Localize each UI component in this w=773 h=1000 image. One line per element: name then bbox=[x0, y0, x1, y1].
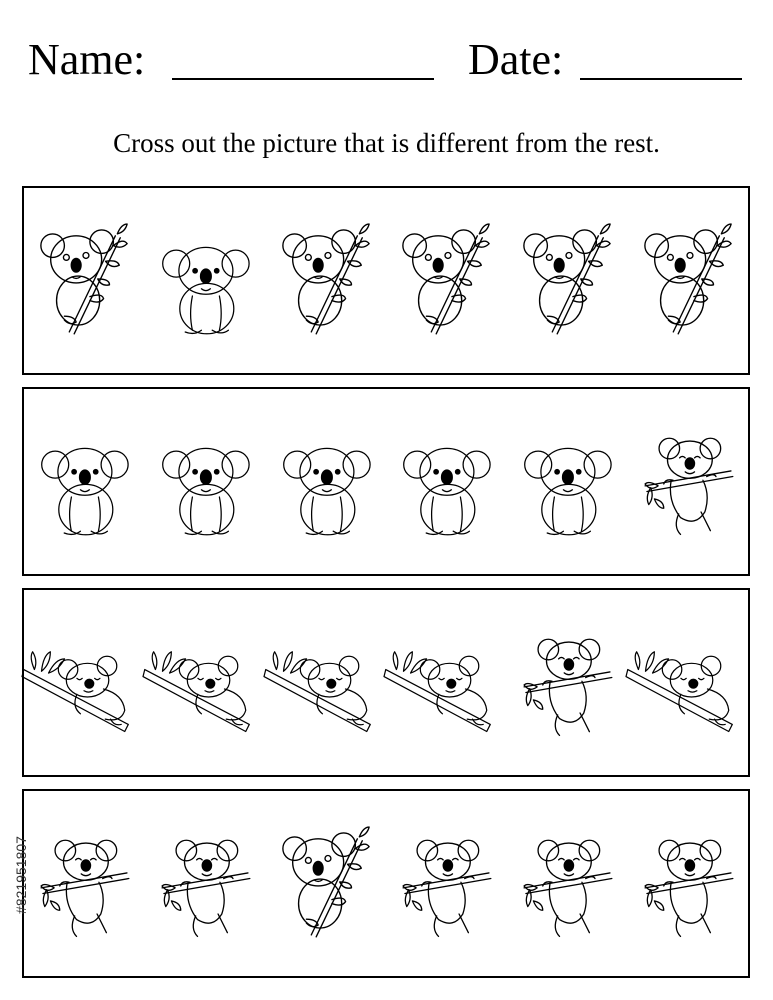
puzzle-row-3 bbox=[22, 588, 750, 777]
name-line bbox=[172, 78, 434, 80]
instruction-text: Cross out the picture that is different from the rest. bbox=[113, 128, 660, 158]
puzzle-row-4 bbox=[22, 789, 750, 978]
worksheet-header bbox=[28, 30, 758, 90]
koala-hanging-icon[interactable] bbox=[517, 629, 617, 741]
koala-branch-icon[interactable] bbox=[277, 819, 375, 941]
koala-branch-icon[interactable] bbox=[518, 216, 616, 338]
koala-sitting-icon[interactable] bbox=[280, 434, 372, 542]
koala-sitting-icon[interactable] bbox=[38, 434, 130, 542]
koala-hanging-icon[interactable] bbox=[517, 830, 617, 942]
stock-id-text: #821951807 bbox=[13, 835, 29, 914]
stock-id-watermark bbox=[8, 767, 34, 982]
koala-sleeping-icon[interactable] bbox=[143, 643, 267, 735]
koala-sleeping-icon[interactable] bbox=[626, 643, 750, 735]
koala-sitting-icon[interactable] bbox=[159, 233, 251, 341]
koala-sitting-icon[interactable] bbox=[521, 434, 613, 542]
koala-hanging-icon[interactable] bbox=[638, 428, 738, 540]
koala-sitting-icon[interactable] bbox=[400, 434, 492, 542]
date-line bbox=[580, 78, 742, 80]
puzzle-row-2 bbox=[22, 387, 750, 576]
puzzle-row-1 bbox=[22, 186, 750, 375]
koala-sleeping-icon[interactable] bbox=[264, 643, 388, 735]
koala-sitting-icon[interactable] bbox=[159, 434, 251, 542]
koala-sleeping-icon[interactable] bbox=[22, 643, 146, 735]
name-label: Name: bbox=[28, 35, 146, 84]
koala-hanging-icon[interactable] bbox=[34, 830, 134, 942]
koala-branch-icon[interactable] bbox=[277, 216, 375, 338]
koala-hanging-icon[interactable] bbox=[396, 830, 496, 942]
koala-hanging-icon[interactable] bbox=[155, 830, 255, 942]
koala-branch-icon[interactable] bbox=[397, 216, 495, 338]
koala-hanging-icon[interactable] bbox=[638, 830, 738, 942]
date-label: Date: bbox=[468, 35, 564, 84]
koala-sleeping-icon[interactable] bbox=[384, 643, 508, 735]
koala-branch-icon[interactable] bbox=[35, 216, 133, 338]
koala-branch-icon[interactable] bbox=[639, 216, 737, 338]
